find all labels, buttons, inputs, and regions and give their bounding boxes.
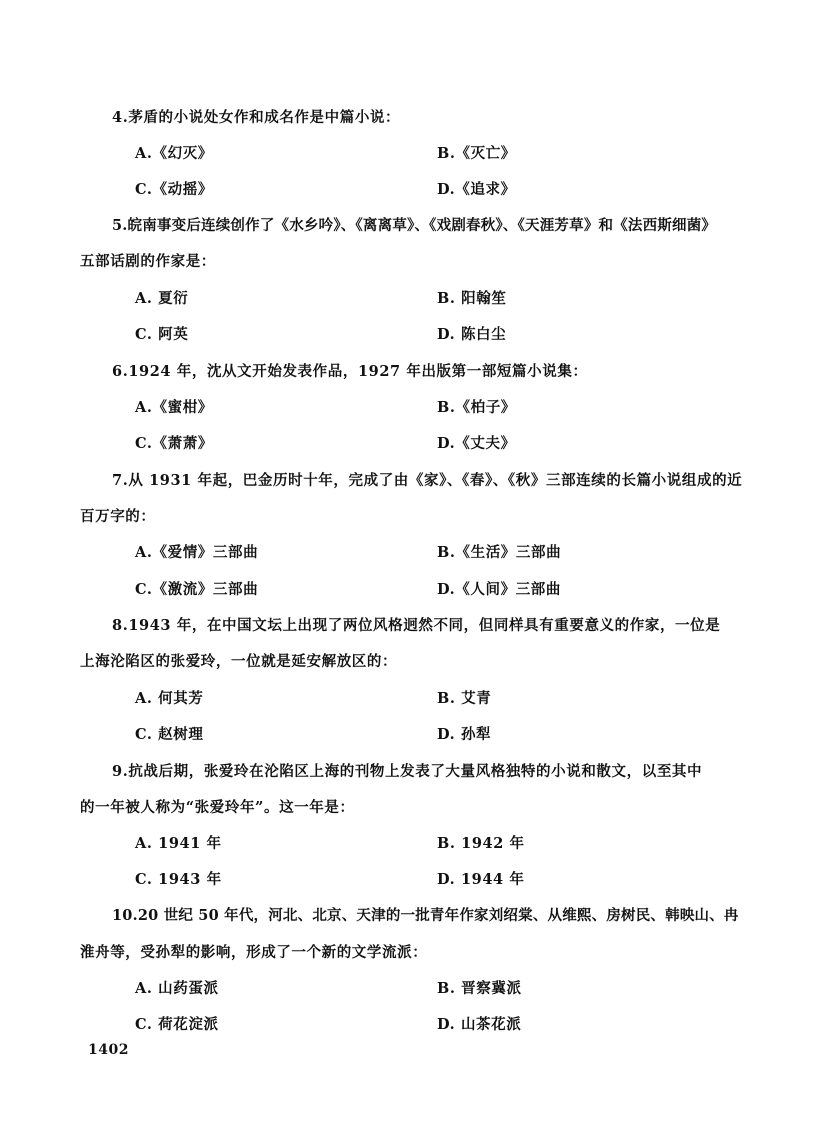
question-9-option-b: B. 1942 年 [437,835,525,852]
question-9-option-c: C. 1943 年 [135,871,222,888]
question-4-stem: 4.茅盾的小说处女作和成名作是中篇小说： [112,109,401,126]
question-6-stem: 6.1924 年，沈从文开始发表作品，1927 年出版第一部短篇小说集： [112,363,588,380]
question-5-stem-cont: 五部话剧的作家是： [80,253,216,270]
question-4-option-b: B.《灭亡》 [437,145,516,162]
question-10-option-b: B. 晋察冀派 [437,980,522,997]
question-5-option-a: A. 夏衍 [135,290,189,307]
question-5-stem: 5.皖南事变后连续创作了《水乡吟》、《离离草》、《戏剧春秋》、《天涯芳草》和《法西斯细菌》 [112,217,717,234]
question-10-option-c: C. 荷花淀派 [135,1016,219,1033]
question-8-stem-cont: 上海沦陷区的张爱玲，一位就是延安解放区的： [80,653,398,670]
question-9-stem: 9.抗战后期，张爱玲在沦陷区上海的刊物上发表了大量风格独特的小说和散文，以至其中 [112,763,703,780]
question-6-option-d: D.《丈夫》 [437,435,516,452]
question-8-option-c: C. 赵树理 [135,726,204,743]
question-8-option-a: A. 何其芳 [135,690,204,707]
question-9-option-d: D. 1944 年 [437,871,525,888]
question-8-stem: 8.1943 年，在中国文坛上出现了两位风格迥然不同，但同样具有重要意义的作家，一位是 [112,617,721,634]
question-10-stem-cont: 淮舟等，受孙犁的影响，形成了一个新的文学流派： [80,944,428,961]
question-4-option-c: C.《动摇》 [135,181,213,198]
question-7-option-b: B.《生活》三部曲 [437,544,562,561]
question-10-stem: 10.20 世纪 50 年代，河北、北京、天津的一批青年作家刘绍棠、从维熙、房树民、韩映山、冉 [112,907,739,924]
question-9-option-a: A. 1941 年 [135,835,222,852]
question-5-option-c: C. 阿英 [135,326,189,343]
question-5-option-b: B. 阳翰笙 [437,290,507,307]
question-6-option-b: B.《柏子》 [437,399,516,416]
question-6-option-c: C.《萧萧》 [135,435,213,452]
question-7-option-a: A.《爱情》三部曲 [135,544,259,561]
question-10-option-a: A. 山药蛋派 [135,980,219,997]
question-7-stem: 7.从 1931 年起，巴金历时十年，完成了由《家》、《春》、《秋》三部连续的长篇小说组成的近 [112,472,743,489]
question-9-stem-cont: 的一年被人称为“张爱玲年”。这一年是： [80,799,355,816]
question-7-option-c: C.《激流》三部曲 [135,581,259,598]
question-7-option-d: D.《人间》三部曲 [437,581,562,598]
question-5-option-d: D. 陈白尘 [437,326,507,343]
question-4-option-d: D.《追求》 [437,181,516,198]
question-8-option-d: D. 孙犁 [437,726,492,743]
page-number: 1402 [88,1042,129,1058]
question-4-option-a: A.《幻灭》 [135,145,213,162]
question-10-option-d: D. 山茶花派 [437,1016,522,1033]
question-6-option-a: A.《蜜柑》 [135,399,213,416]
question-7-stem-cont: 百万字的： [80,508,156,525]
question-8-option-b: B. 艾青 [437,690,492,707]
